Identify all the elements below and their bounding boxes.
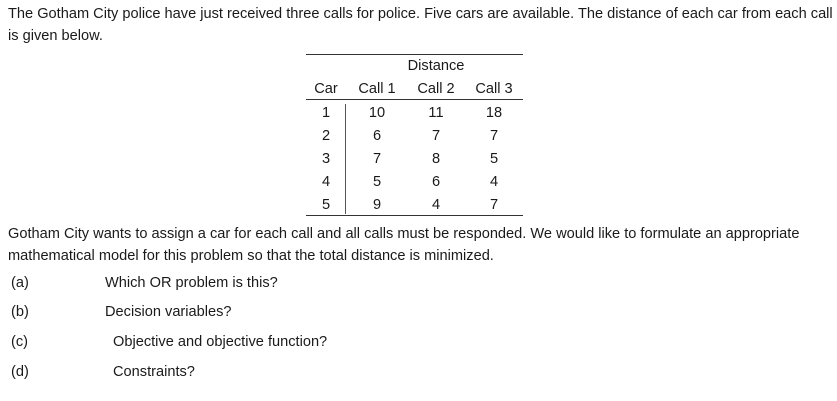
table-cell: 7: [489, 197, 499, 213]
column-header-call-2: Call 2: [417, 81, 455, 97]
table-top-rule: [306, 54, 523, 55]
table-cell: 11: [428, 105, 444, 121]
column-header-call-1: Call 1: [358, 81, 396, 97]
table-cell: 5: [489, 151, 499, 167]
intro-paragraph: The Gotham City police have just received three calls for police. Five cars are available. The distance of each car from each call is given below.: [8, 6, 833, 44]
table-cell: 8: [431, 151, 441, 167]
question-label: (a): [11, 275, 29, 291]
question-text: Constraints?: [113, 364, 195, 380]
question-text: Objective and objective function?: [113, 334, 328, 350]
table-cell: 7: [489, 128, 499, 144]
table-cell: 9: [372, 197, 382, 213]
table-cell: 1: [321, 105, 331, 121]
question-label: (d): [11, 364, 29, 380]
column-header-call-3: Call 3: [475, 81, 513, 97]
table-cell: 7: [431, 128, 441, 144]
closing-paragraph: Gotham City wants to assign a car for each call and all calls must be responded. We would like to formulate an appropriate mathematical model for this problem so that the total distance is minimized.: [8, 226, 800, 264]
question-label: (c): [11, 334, 29, 350]
distance-group-header: Distance: [407, 58, 465, 74]
table-bottom-rule: [306, 215, 523, 216]
table-cell: 6: [372, 128, 382, 144]
table-cell: 4: [431, 197, 441, 213]
table-cell: 10: [368, 105, 386, 121]
table-cell: 4: [489, 174, 499, 190]
table-header-rule: [306, 99, 523, 100]
column-header-car: Car: [314, 81, 338, 97]
question-text: Decision variables?: [105, 304, 232, 320]
table-cell: 4: [321, 174, 331, 190]
table-cell: 3: [321, 151, 331, 167]
table-cell: 7: [372, 151, 382, 167]
table-cell: 6: [431, 174, 441, 190]
table-cell: 2: [321, 128, 331, 144]
question-label: (b): [11, 304, 29, 320]
table-cell: 5: [321, 197, 331, 213]
question-text: Which OR problem is this?: [105, 275, 278, 291]
table-cell: 18: [485, 105, 503, 121]
table-cell: 5: [372, 174, 382, 190]
